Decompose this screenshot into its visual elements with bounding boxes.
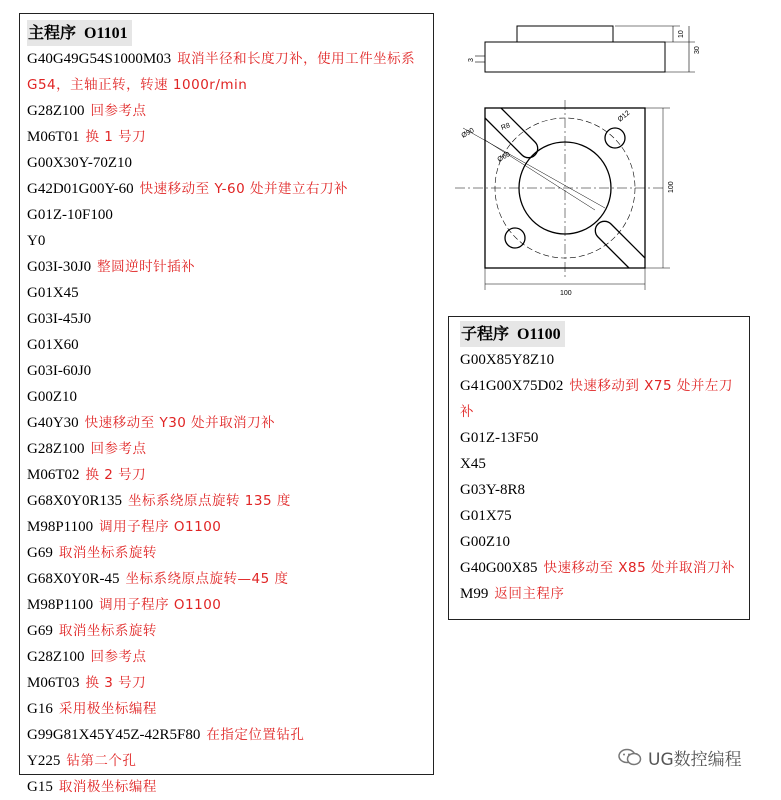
side-view-base xyxy=(485,42,665,72)
code-text: G00X85Y8Z10 xyxy=(460,352,555,368)
code-line xyxy=(27,228,424,254)
code-line xyxy=(460,503,744,529)
code-text: M99 xyxy=(460,586,489,602)
code-text: G01Z-10F100 xyxy=(27,207,113,223)
code-text: G03I-30J0 xyxy=(27,259,92,275)
dim-30-label: 30 xyxy=(694,46,701,54)
code-comment: 返回主程序 xyxy=(494,586,565,602)
sub-program-panel xyxy=(448,316,750,620)
code-line xyxy=(27,306,424,332)
hole-lower-left xyxy=(505,228,525,248)
code-text: X45 xyxy=(460,456,486,472)
code-text: M98P1100 xyxy=(27,519,94,535)
code-text: G03I-60J0 xyxy=(27,363,92,379)
code-comment: 快速移动到 X75 处并左刀补 xyxy=(460,378,733,420)
code-line xyxy=(27,254,424,280)
leader-60 xyxy=(485,140,595,210)
watermark xyxy=(618,744,742,770)
code-comment: 回参考点 xyxy=(90,441,147,457)
code-line xyxy=(27,540,424,566)
code-comment: 取消半径和长度刀补，使用工件坐标系 G54，主轴正转，转速 1000r/min xyxy=(27,51,416,93)
code-line xyxy=(460,425,744,451)
code-text: G01X45 xyxy=(27,285,79,301)
code-line xyxy=(460,347,744,373)
code-text: G40Y30 xyxy=(27,415,79,431)
code-comment: 整圆逆时针插补 xyxy=(97,259,196,275)
code-line xyxy=(460,373,744,425)
code-comment: 在指定位置钻孔 xyxy=(206,727,305,743)
code-comment: 坐标系绕原点旋转 135 度 xyxy=(128,493,291,509)
code-text: G16 xyxy=(27,701,53,717)
code-text: G00X30Y-70Z10 xyxy=(27,155,132,171)
code-line xyxy=(27,436,424,462)
code-text: G68X0Y0R-45 xyxy=(27,571,120,587)
code-line xyxy=(27,202,424,228)
code-text: M06T03 xyxy=(27,675,80,691)
code-line xyxy=(27,774,424,800)
main-program-title-label: 主程序 xyxy=(28,23,77,42)
code-line xyxy=(27,644,424,670)
code-text: G00Z10 xyxy=(460,534,510,550)
code-text: G01X60 xyxy=(27,337,79,353)
code-line xyxy=(27,462,424,488)
code-text: M06T01 xyxy=(27,129,80,145)
code-comment: 换 3 号刀 xyxy=(85,675,147,691)
code-line xyxy=(27,98,424,124)
sub-program-lines xyxy=(460,347,749,607)
code-text: G99G81X45Y45Z-42R5F80 xyxy=(27,727,201,743)
code-line xyxy=(460,555,744,581)
code-line xyxy=(27,748,424,774)
code-comment: 回参考点 xyxy=(90,103,147,119)
code-comment: 换 2 号刀 xyxy=(85,467,147,483)
top-view xyxy=(455,100,670,290)
sub-program-title xyxy=(460,321,565,347)
code-line xyxy=(27,410,424,436)
code-text: G01X75 xyxy=(460,508,512,524)
code-comment: 快速移动至 Y30 处并取消刀补 xyxy=(84,415,276,431)
code-comment: 调用子程序 O1100 xyxy=(99,519,222,535)
code-line xyxy=(27,566,424,592)
main-program-number: O1101 xyxy=(84,25,128,42)
watermark-text: UG数控编程 xyxy=(648,749,742,770)
code-text: G68X0Y0R135 xyxy=(27,493,123,509)
code-line xyxy=(460,581,744,607)
code-line xyxy=(460,451,744,477)
code-text: M06T02 xyxy=(27,467,80,483)
code-text: G42D01G00Y-60 xyxy=(27,181,134,197)
code-line xyxy=(27,150,424,176)
dim-r8-label: R8 xyxy=(500,122,512,132)
main-program-title xyxy=(27,20,132,46)
code-comment: 换 1 号刀 xyxy=(85,129,147,145)
code-comment: 取消坐标系旋转 xyxy=(58,545,157,561)
code-line xyxy=(27,488,424,514)
code-line xyxy=(27,618,424,644)
code-text: G69 xyxy=(27,623,53,639)
code-comment: 快速移动至 Y-60 处并建立右刀补 xyxy=(139,181,348,197)
code-line xyxy=(27,280,424,306)
part-drawing xyxy=(455,10,705,300)
dim-12-label: Ø12 xyxy=(616,109,632,124)
code-line xyxy=(27,358,424,384)
dim-90-label: Ø90 xyxy=(460,127,476,140)
dim-100-height-label: 100 xyxy=(668,181,675,193)
hole-upper-right xyxy=(605,128,625,148)
code-text: G28Z100 xyxy=(27,103,85,119)
code-text: G03Y-8R8 xyxy=(460,482,526,498)
code-line xyxy=(27,696,424,722)
code-comment: 取消极坐标编程 xyxy=(58,779,157,795)
main-program-panel xyxy=(19,13,434,795)
dim-60-label: Ø60 xyxy=(496,151,512,164)
code-line xyxy=(27,514,424,540)
code-line xyxy=(27,124,424,150)
code-text: G40G49G54S1000M03 xyxy=(27,51,172,67)
code-text: Y0 xyxy=(27,233,46,249)
code-text: G41G00X75D02 xyxy=(460,378,564,394)
code-text: G40G00X85 xyxy=(460,560,538,576)
code-line xyxy=(27,592,424,618)
wechat-icon xyxy=(618,748,642,766)
code-text: G00Z10 xyxy=(27,389,77,405)
code-text: G03I-45J0 xyxy=(27,311,92,327)
code-text: M98P1100 xyxy=(27,597,94,613)
code-text: G28Z100 xyxy=(27,441,85,457)
dim-10-label: 10 xyxy=(678,30,685,38)
code-line xyxy=(27,722,424,748)
code-line xyxy=(27,384,424,410)
sub-program-number: O1100 xyxy=(517,326,561,343)
code-comment: 钻第二个孔 xyxy=(66,753,137,769)
side-view xyxy=(475,26,695,72)
code-line xyxy=(27,670,424,696)
code-comment: 采用极坐标编程 xyxy=(58,701,157,717)
code-comment: 取消坐标系旋转 xyxy=(58,623,157,639)
code-comment: 快速移动至 X85 处并取消刀补 xyxy=(543,560,736,576)
code-text: G15 xyxy=(27,779,53,795)
code-text: G01Z-13F50 xyxy=(460,430,539,446)
side-view-boss xyxy=(517,26,613,42)
code-line xyxy=(27,46,424,98)
code-comment: 调用子程序 O1100 xyxy=(99,597,222,613)
slot-lower-right xyxy=(595,221,645,268)
code-text: G28Z100 xyxy=(27,649,85,665)
code-line xyxy=(27,332,424,358)
code-text: Y225 xyxy=(27,753,61,769)
code-text: G69 xyxy=(27,545,53,561)
code-comment: 回参考点 xyxy=(90,649,147,665)
code-line xyxy=(460,529,744,555)
dim-100-width-label: 100 xyxy=(560,290,572,297)
sub-program-title-label: 子程序 xyxy=(461,324,510,343)
dim-3-label: 3 xyxy=(468,58,475,62)
code-line xyxy=(27,176,424,202)
code-comment: 坐标系绕原点旋转—45 度 xyxy=(125,571,289,587)
code-line xyxy=(460,477,744,503)
main-program-lines xyxy=(27,46,433,800)
slot-upper-left xyxy=(485,108,538,158)
